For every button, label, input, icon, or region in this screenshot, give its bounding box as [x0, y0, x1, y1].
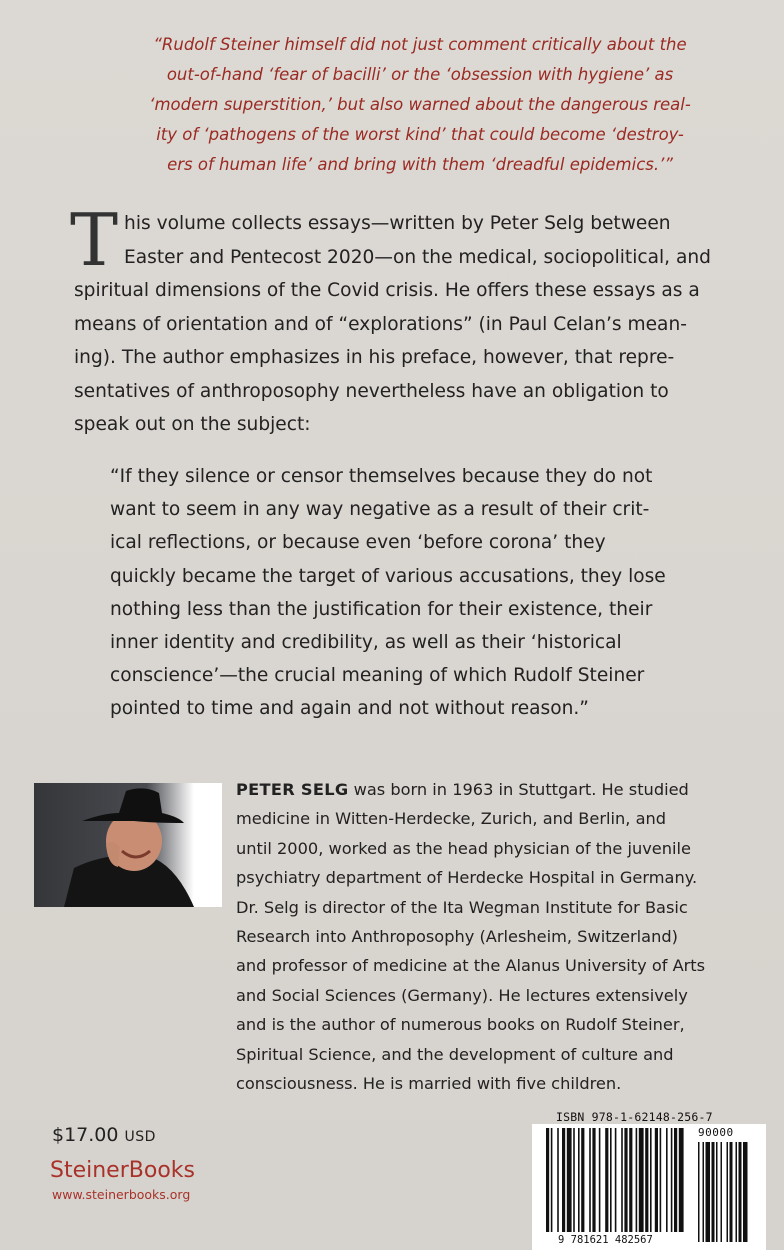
bio-line: Dr. Selg is director of the Ita Wegman Institute for Basic: [236, 897, 688, 917]
top-quote-line: “Rudolf Steiner himself did not just comment critically about the: [153, 35, 687, 54]
barcode-bar: [621, 1128, 623, 1232]
price-currency: USD: [124, 1129, 156, 1145]
description-line: Easter and Pentecost 2020—on the medical, sociopolitical, and: [124, 246, 711, 268]
barcode-bar: [589, 1128, 591, 1232]
description-line: sentatives of anthroposophy nevertheless have an obligation to: [74, 380, 669, 402]
barcode-bar: [557, 1128, 559, 1232]
publisher-logo: SteinerBooks: [50, 1158, 195, 1183]
bio-line: Research into Anthroposophy (Arlesheim, Switzerland): [236, 927, 678, 947]
description: [70, 198, 762, 442]
block-quote-line: want to seem in any way negative as a result of their crit-: [110, 499, 650, 521]
bio-line: Spiritual Science, and the development of culture and: [236, 1044, 674, 1064]
bio-line: consciousness. He is married with five children.: [236, 1074, 622, 1094]
barcode-bar: [581, 1128, 584, 1232]
author-bio: [236, 775, 756, 1098]
barcode-bar: [578, 1128, 580, 1232]
barcode-bar: [567, 1128, 572, 1232]
price-barcode-bar: [743, 1142, 748, 1242]
barcode-bar: [610, 1128, 612, 1232]
price-barcode-bar: [706, 1142, 711, 1242]
barcode-bar: [639, 1128, 644, 1232]
price-barcode-bar: [739, 1142, 742, 1242]
barcode-bar: [629, 1128, 632, 1232]
barcode-bar: [671, 1128, 673, 1232]
description-line: spiritual dimensions of the Covid crisis. He offers these essays as a: [74, 280, 700, 301]
top-quote-line: ers of human life’ and bring with them ‘dreadful epidemics.’”: [167, 155, 673, 174]
description-line: means of orientation and of “explorations” (in Paul Celan’s mean-: [74, 313, 687, 335]
bio-line: psychiatry department of Herdecke Hospital in Germany.: [236, 868, 698, 888]
author-photo-image: [34, 783, 222, 907]
top-quote-line: ‘modern superstition,’ but also warned about the dangerous real-: [149, 95, 691, 114]
author-name: PETER SELG: [236, 780, 349, 799]
price-barcode-bar: [730, 1142, 733, 1242]
block-quote-line: conscience’—the crucial meaning of which Rudolf Steiner: [110, 665, 645, 687]
bio-line: until 2000, worked as the head physician of the juvenile: [236, 838, 691, 858]
price-barcode-bar: [736, 1142, 738, 1242]
barcode-bar: [615, 1128, 617, 1232]
barcode-bar: [679, 1128, 684, 1232]
block-quote: [110, 460, 722, 726]
barcode-bar: [674, 1128, 677, 1232]
barcode-bar: [645, 1128, 648, 1232]
block-quote-line: nothing less than the justification for their existence, their: [110, 598, 653, 620]
barcode-bar: [660, 1128, 662, 1232]
price-barcode-bar: [698, 1142, 700, 1242]
price-barcode-bar: [716, 1142, 718, 1242]
price-barcode-bar: [721, 1142, 723, 1242]
description-line: speak out on the subject:: [74, 414, 311, 435]
barcode-bar: [650, 1128, 652, 1232]
description-line: ing). The author emphasizes in his preface, however, that repre-: [74, 347, 675, 368]
publisher-url: www.steinerbooks.org: [52, 1187, 191, 1202]
drop-cap: T: [70, 198, 119, 282]
barcode-bar: [666, 1128, 668, 1232]
block-quote-line: inner identity and credibility, as well as their ‘historical: [110, 632, 622, 654]
barcode-bar: [562, 1128, 565, 1232]
price-barcode-bar: [712, 1142, 715, 1242]
isbn-label: ISBN 978-1-62148-256-7: [556, 1110, 713, 1124]
isbn-barcode: [532, 1110, 766, 1250]
description-line: his volume collects essays—written by Peter Selg between: [124, 213, 671, 234]
barcode-bar: [655, 1128, 658, 1232]
barcode-bar: [605, 1128, 608, 1232]
bio-line: was born in 1963 in Stuttgart. He studied: [348, 780, 689, 799]
block-quote-line: quickly became the target of various accusations, they lose: [110, 565, 666, 587]
bio-line: and Social Sciences (Germany). He lectures extensively: [236, 985, 688, 1005]
barcode-bar: [573, 1128, 575, 1232]
block-quote-line: ical reflections, or because even ‘before corona’ they: [110, 532, 606, 554]
price-barcode-bar: [703, 1142, 705, 1242]
price-amount: $17.00: [52, 1124, 119, 1146]
bio-first-line: [236, 775, 756, 804]
barcode-bars: [532, 1124, 766, 1250]
bio-line: and is the author of numerous books on Rudolf Steiner,: [236, 1015, 685, 1035]
price-code: 90000: [698, 1126, 734, 1139]
top-quote-line: ity of ‘pathogens of the worst kind’ that could become ‘destroy-: [156, 125, 684, 144]
author-photo: [34, 783, 222, 907]
top-quote-line: out-of-hand ‘fear of bacilli’ or the ‘obsession with hygiene’ as: [166, 65, 674, 84]
barcode-digits: 9 781621 482567: [558, 1234, 653, 1246]
barcode-bar: [592, 1128, 595, 1232]
barcode-bar: [624, 1128, 627, 1232]
bio-line: and professor of medicine at the Alanus University of Arts: [236, 956, 706, 976]
barcode-bar: [636, 1128, 638, 1232]
barcode-bar: [546, 1128, 549, 1232]
barcode-box: [532, 1124, 766, 1250]
bio-line: medicine in Witten-Herdecke, Zurich, and Berlin, and: [236, 809, 667, 829]
block-quote-line: pointed to time and again and not without reason.”: [110, 698, 589, 720]
top-quote: [110, 30, 730, 180]
price-barcode-bar: [727, 1142, 729, 1242]
price: [52, 1124, 156, 1146]
barcode-bar: [599, 1128, 601, 1232]
block-quote-line: “If they silence or censor themselves because they do not: [110, 466, 653, 487]
barcode-bar: [551, 1128, 553, 1232]
